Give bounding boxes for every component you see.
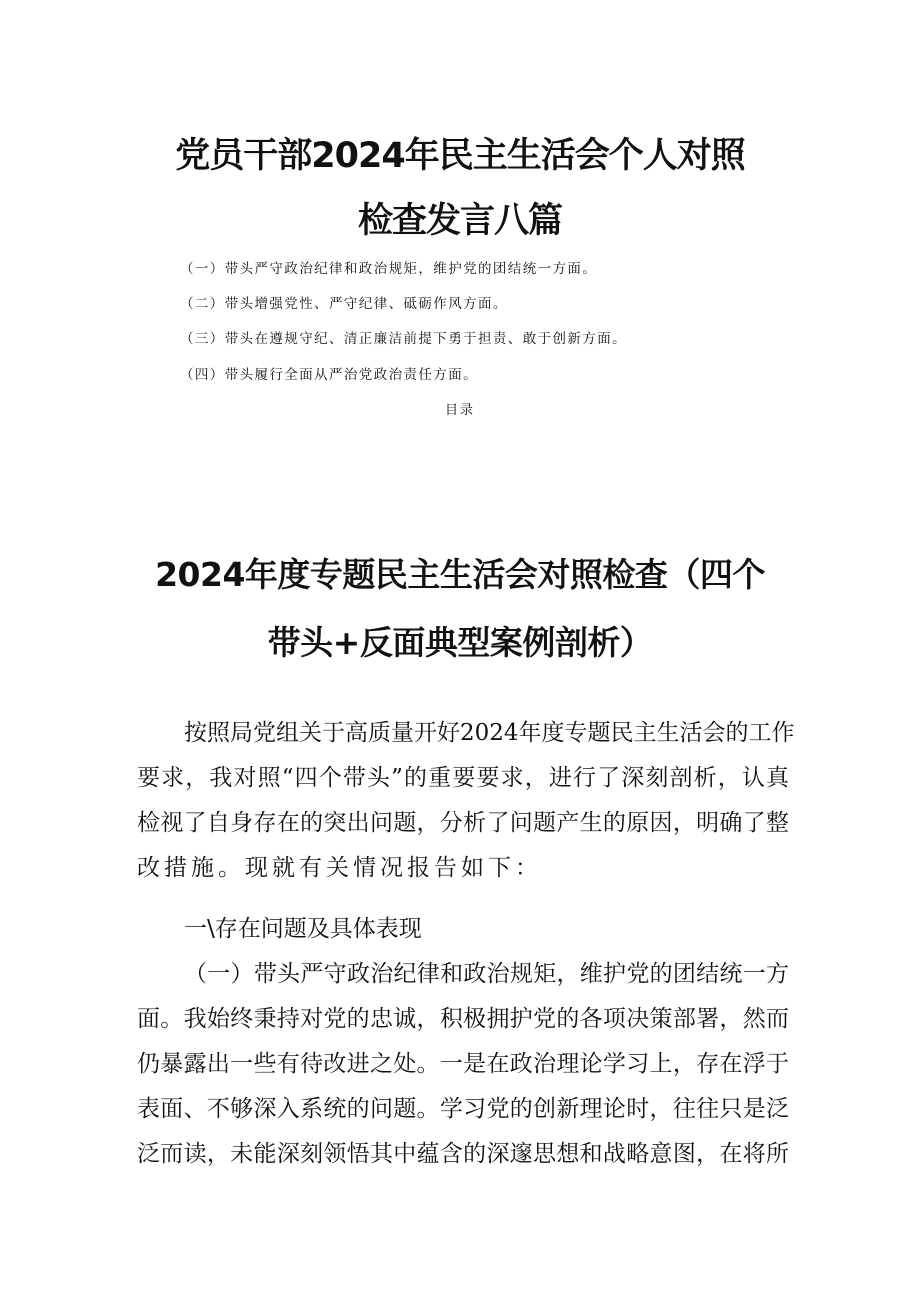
paragraph-line: 表面、不够深入系统的问题。学习党的创新理论时，往往只是泛 [137,1096,789,1122]
paragraph-line: 检视了自身存在的突出问题，分析了问题产生的原因，明确了整 [137,810,789,836]
main-title-line-2: 检查发言八篇 [357,201,562,241]
paragraph-line: （一）带头严守政治纪律和政治规矩，维护党的团结统一方 [184,961,789,987]
toc-label: 目录 [444,403,475,418]
toc-item: （四）带头履行全面从严治党政治责任方面。 [180,367,478,383]
paragraph-line: 仍暴露出一些有待改进之处。一是在政治理论学习上，存在浮于 [137,1051,789,1077]
section-title-line-1: 2024年度专题民主生活会对照检查（四个 [155,555,765,594]
paragraph-line: 面。我始终秉持对党的忠诚，积极拥护党的各项决策部署，然而 [137,1006,789,1032]
main-title-line-1: 党员干部2024年民主生活会个人对照 [175,136,745,176]
paragraph-line: 按照局党组关于高质量开好2024年度专题民主生活会的工作 [184,720,795,746]
paragraph-line: 要求，我对照“四个带头”的重要要求，进行了深刻剖析，认真 [137,765,789,791]
toc-item: （二）带头增强党性、严守纪律、砥砺作风方面。 [180,296,508,312]
toc-item: （一）带头严守政治纪律和政治规矩，维护党的团结统一方面。 [180,261,598,277]
section-title-line-2: 带头+反面典型案例剖析） [267,623,653,662]
toc-item: （三）带头在遵规守纪、清正廉洁前提下勇于担责、敢于创新方面。 [180,331,627,347]
paragraph-line: 泛而读，未能深刻领悟其中蕴含的深邃思想和战略意图，在将所 [137,1141,789,1167]
paragraph-line: 改措施。现就有关情况报告如下： [137,855,542,881]
section-heading: 一\存在问题及具体表现 [184,916,422,942]
